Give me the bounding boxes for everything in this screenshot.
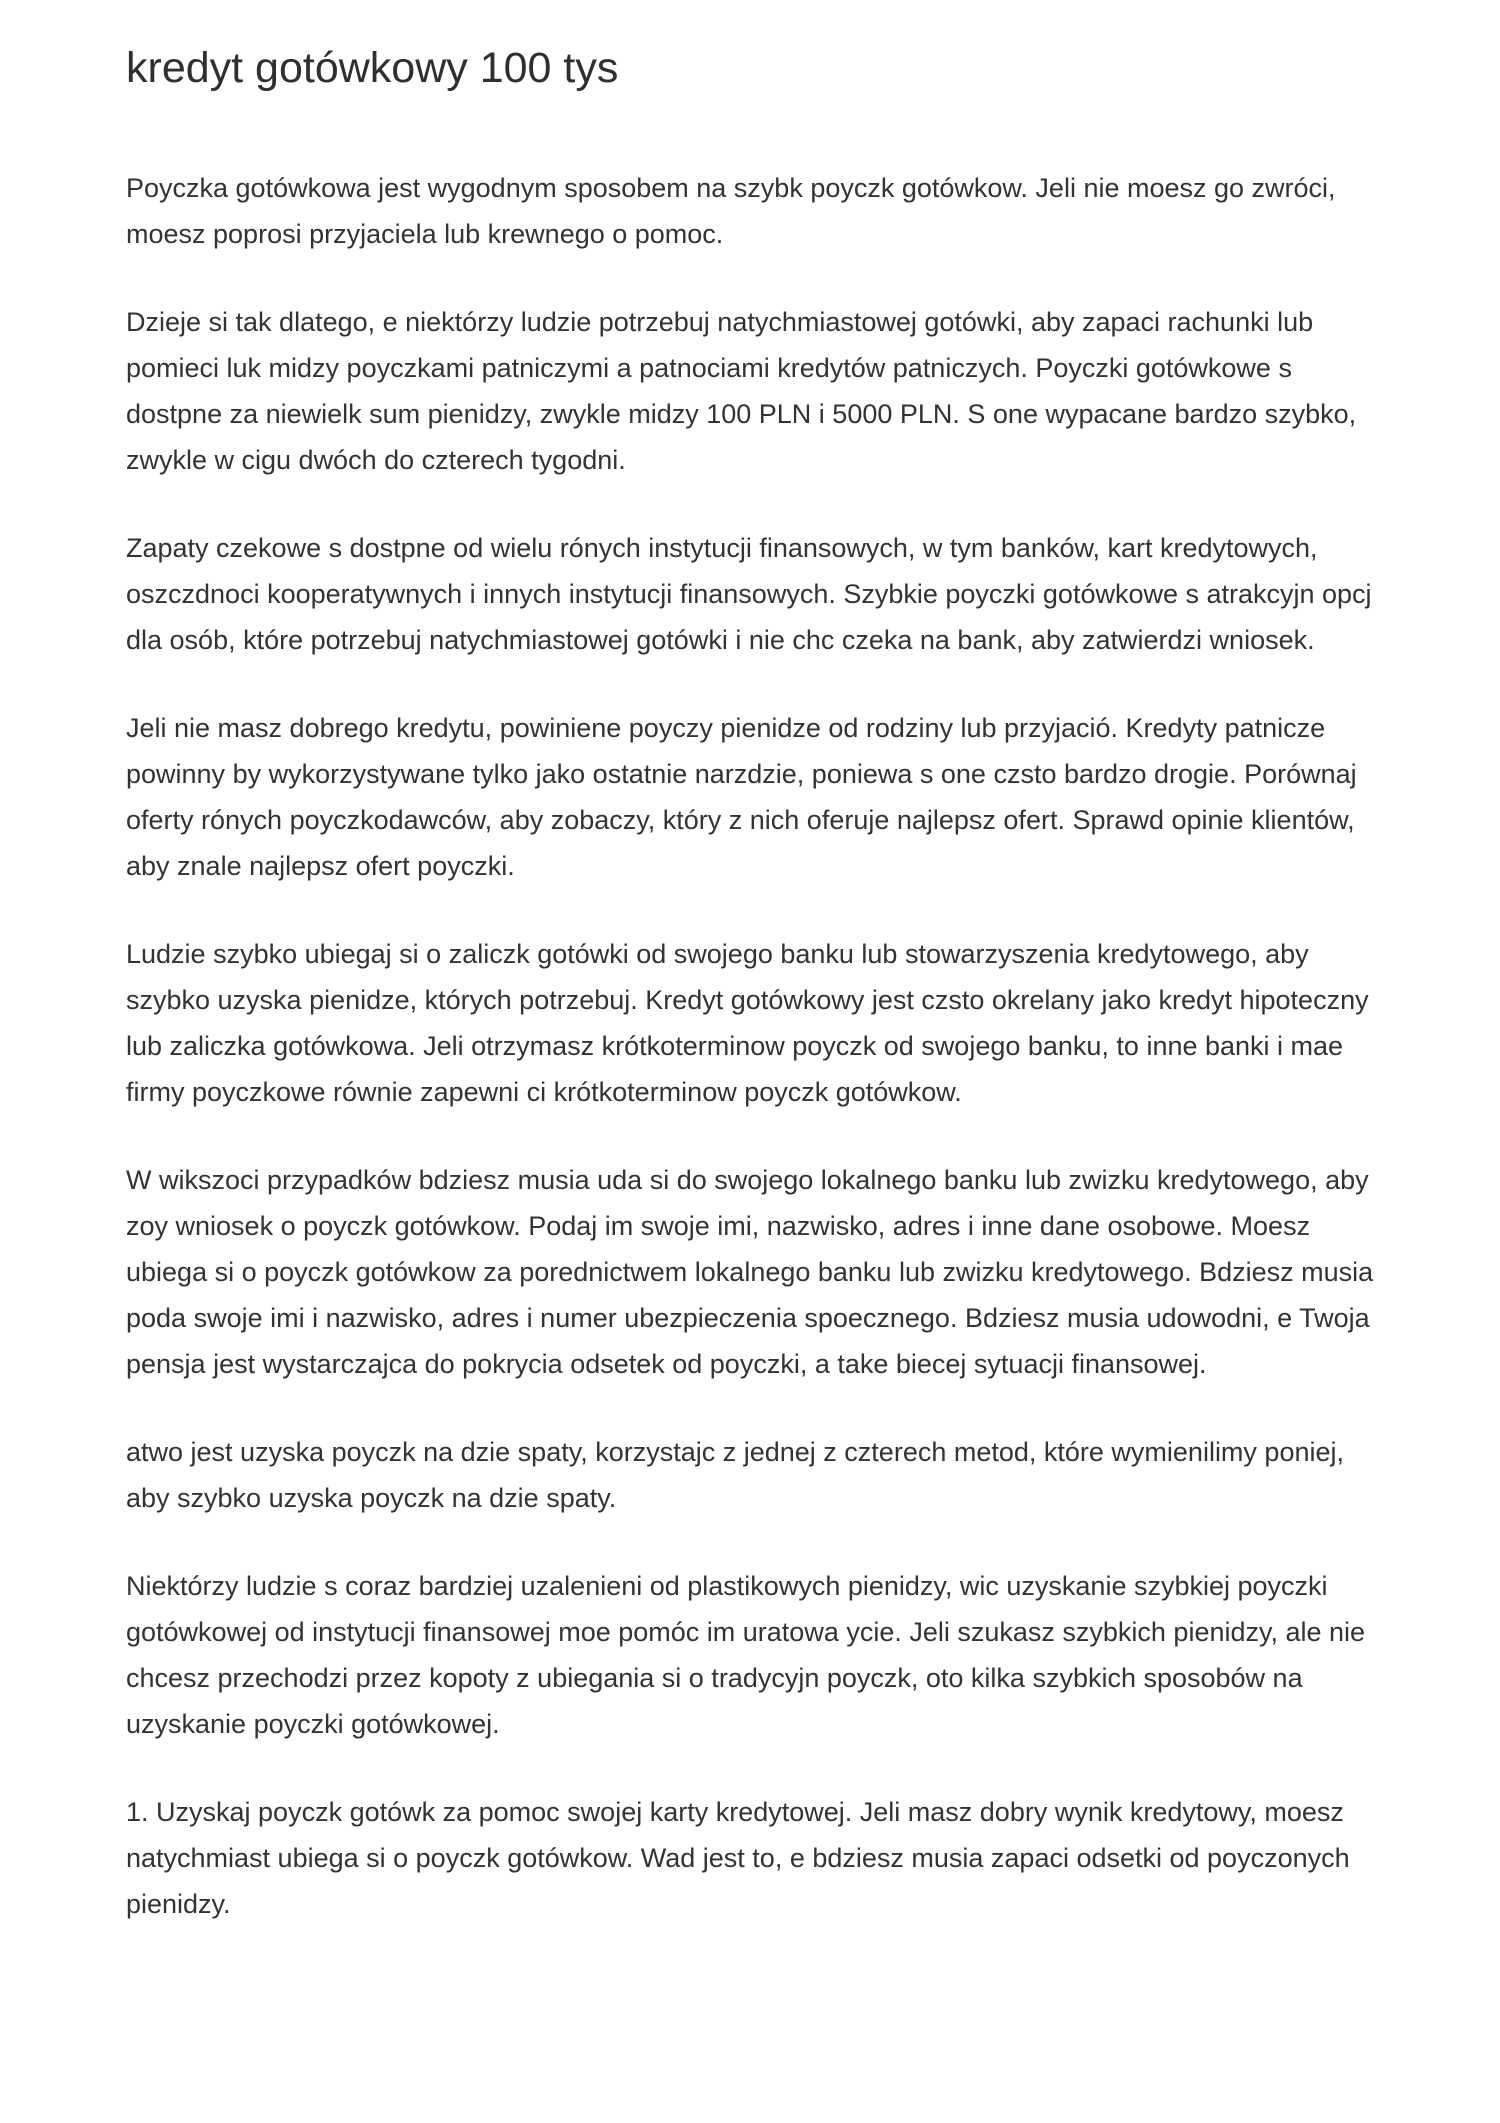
- paragraph: Dzieje si tak dlatego, e niektórzy ludzie potrzebuj natychmiastowej gotówki, aby zapaci rachunki lub pomieci luk midzy poyczkami patniczymi a patnociami kredytów patniczych. Poyczki gotówkowe s dostpne za niewielk sum pienidzy, zwykle midzy 100 PLN i 5000 PLN. S one wypacane bardzo szybko, zwykle w cigu dwóch do czterech tygodni.: [126, 307, 1357, 475]
- paragraph: 1. Uzyskaj poyczk gotówk za pomoc swojej karty kredytowej. Jeli masz dobry wynik kredytowy, moesz natychmiast ubiega si o poyczk gotówkow. Wad jest to, e bdziesz musia zapaci odsetki od poyczonych pienidzy.: [126, 1797, 1350, 1919]
- page-title: kredyt gotówkowy 100 tys: [126, 44, 619, 92]
- paragraph: Jeli nie masz dobrego kredytu, powiniene poyczy pienidze od rodziny lub przyjació. Kredyty patnicze powinny by wykorzystywane tylko jako ostatnie narzdzie, poniewa s one czsto bardzo drogie. Porównaj oferty rónych poyczkodawców, aby zobaczy, który z nich oferuje najlepsz ofert. Sprawd opinie klientów, aby znale najlepsz ofert poyczki.: [126, 713, 1357, 881]
- paragraph: Niektórzy ludzie s coraz bardziej uzalenieni od plastikowych pienidzy, wic uzyskanie szybkiej poyczki gotówkowej od instytucji finansowej moe pomóc im uratowa ycie. Jeli szukasz szybkich pienidzy, ale nie chcesz przechodzi przez kopoty z ubiegania si o tradycyjn poyczk, oto kilka szybkich sposobów na uzyskanie poyczki gotówkowej.: [126, 1571, 1366, 1739]
- paragraph: Poyczka gotówkowa jest wygodnym sposobem na szybk poyczk gotówkow. Jeli nie moesz go zwróci, moesz poprosi przyjaciela lub krewnego o pomoc.: [126, 173, 1336, 249]
- paragraph: Ludzie szybko ubiegaj si o zaliczk gotówki od swojego banku lub stowarzyszenia kredytowego, aby szybko uzyska pienidze, których potrzebuj. Kredyt gotówkowy jest czsto okrelany jako kredyt hipoteczny lub zaliczka gotówkowa. Jeli otrzymasz krótkoterminow poyczk od swojego banku, to inne banki i mae firmy poyczkowe równie zapewni ci krótkoterminow poyczk gotówkow.: [126, 939, 1369, 1107]
- paragraph: W wikszoci przypadków bdziesz musia uda si do swojego lokalnego banku lub zwizku kredytowego, aby zoy wniosek o poyczk gotówkow. Podaj im swoje imi, nazwisko, adres i inne dane osobowe. Moesz ubiega si o poyczk gotówkow za porednictwem lokalnego banku lub zwizku kredytowego. Bdziesz musia poda swoje imi i nazwisko, adres i numer ubezpieczenia spoecznego. Bdziesz musia udowodni, e Twoja pensja jest wystarczajca do pokrycia odsetek od poyczki, a take biecej sytuacji finansowej.: [126, 1165, 1374, 1379]
- paragraph: Zapaty czekowe s dostpne od wielu rónych instytucji finansowych, w tym banków, kart kredytowych, oszczdnoci kooperatywnych i innych instytucji finansowych. Szybkie poyczki gotówkowe s atrakcyjn opcj dla osób, które potrzebuj natychmiastowej gotówki i nie chc czeka na bank, aby zatwierdzi wniosek.: [126, 533, 1372, 655]
- paragraph: atwo jest uzyska poyczk na dzie spaty, korzystajc z jednej z czterech metod, które wymienilimy poniej, aby szybko uzyska poyczk na dzie spaty.: [126, 1437, 1344, 1513]
